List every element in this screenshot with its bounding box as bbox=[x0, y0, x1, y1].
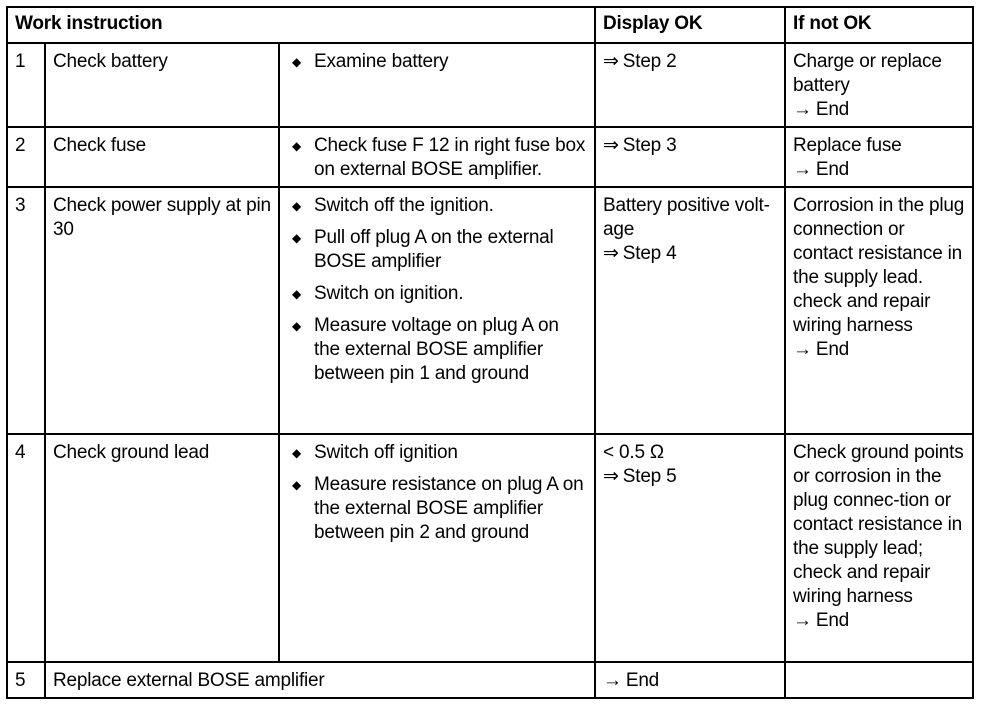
step-number: 4 bbox=[7, 434, 45, 662]
end-label: End bbox=[815, 610, 850, 631]
header-row bbox=[7, 7, 973, 43]
display-ok-cell bbox=[595, 662, 785, 698]
header-if-not-ok: If not OK bbox=[785, 7, 973, 43]
double-arrow-icon: ⇒ bbox=[603, 135, 619, 156]
arrow-right-icon: → bbox=[603, 670, 622, 691]
expected-value: Battery positive volt-age bbox=[603, 195, 770, 240]
list-item bbox=[287, 314, 588, 386]
list-item bbox=[287, 134, 588, 182]
diamond-bullet-icon: ◆ bbox=[292, 199, 302, 213]
remedy-text: Check ground points or corrosion in the plug connec-tion or contact resistance in the supply lead; check and repair wiring harness bbox=[793, 442, 964, 607]
next-step-label: Step 3 bbox=[622, 135, 677, 156]
double-arrow-icon: ⇒ bbox=[603, 466, 619, 487]
step-text: Measure voltage on plug A on the external BOSE amplifier between pin 1 and ground bbox=[314, 315, 559, 384]
display-ok-cell bbox=[595, 187, 785, 434]
step-text: Switch on ignition. bbox=[314, 283, 464, 304]
end-label: End bbox=[815, 99, 850, 120]
arrow-right-icon: → bbox=[793, 99, 812, 120]
display-ok-cell bbox=[595, 127, 785, 187]
work-instruction-table bbox=[6, 6, 974, 699]
if-not-ok-cell bbox=[785, 43, 973, 127]
diamond-bullet-icon: ◆ bbox=[292, 446, 302, 460]
next-step-label: Step 4 bbox=[622, 243, 677, 264]
step-text: Check fuse F 12 in right fuse box on external BOSE amplifier. bbox=[314, 135, 586, 180]
steps-cell bbox=[279, 187, 595, 434]
task-cell: Replace external BOSE amplifier bbox=[45, 662, 595, 698]
expected-value: < 0.5 Ω bbox=[603, 442, 664, 463]
steps-cell bbox=[279, 434, 595, 662]
list-item bbox=[287, 282, 588, 306]
step-number: 1 bbox=[7, 43, 45, 127]
steps-cell bbox=[279, 43, 595, 127]
if-not-ok-cell bbox=[785, 434, 973, 662]
step-text: Pull off plug A on the external BOSE amplifier bbox=[314, 227, 554, 272]
step-number: 2 bbox=[7, 127, 45, 187]
double-arrow-icon: ⇒ bbox=[603, 243, 619, 264]
if-not-ok-cell bbox=[785, 127, 973, 187]
next-step-label: Step 2 bbox=[622, 51, 677, 72]
diamond-bullet-icon: ◆ bbox=[292, 319, 302, 333]
remedy-text: Corrosion in the plug connection or contact resistance in the supply lead. check and repair wiring harness bbox=[793, 195, 965, 336]
step-number: 5 bbox=[7, 662, 45, 698]
diamond-bullet-icon: ◆ bbox=[292, 478, 302, 492]
list-item bbox=[287, 194, 588, 218]
list-item bbox=[287, 226, 588, 274]
header-display-ok: Display OK bbox=[595, 7, 785, 43]
step-text: Switch off the ignition. bbox=[314, 195, 494, 216]
table-row bbox=[7, 187, 973, 434]
table-row bbox=[7, 43, 973, 127]
header-work-instruction: Work instruction bbox=[7, 7, 595, 43]
if-not-ok-cell bbox=[785, 187, 973, 434]
arrow-right-icon: → bbox=[793, 159, 812, 180]
remedy-text: Replace fuse bbox=[793, 135, 902, 156]
step-text: Measure resistance on plug A on the external BOSE amplifier between pin 2 and ground bbox=[314, 474, 584, 543]
list-item bbox=[287, 441, 588, 465]
end-label: End bbox=[815, 159, 850, 180]
task-cell: Check battery bbox=[45, 43, 279, 127]
if-not-ok-cell bbox=[785, 662, 973, 698]
diamond-bullet-icon: ◆ bbox=[292, 139, 302, 153]
step-text: Examine battery bbox=[314, 51, 449, 72]
remedy-text: Charge or replace battery bbox=[793, 51, 942, 96]
display-ok-cell bbox=[595, 43, 785, 127]
diamond-bullet-icon: ◆ bbox=[292, 231, 302, 245]
table-row bbox=[7, 127, 973, 187]
display-ok-cell bbox=[595, 434, 785, 662]
task-cell: Check fuse bbox=[45, 127, 279, 187]
table-row bbox=[7, 434, 973, 662]
steps-cell bbox=[279, 127, 595, 187]
next-step-label: Step 5 bbox=[622, 466, 677, 487]
diamond-bullet-icon: ◆ bbox=[292, 287, 302, 301]
end-label: End bbox=[815, 339, 850, 360]
list-item bbox=[287, 50, 588, 74]
diamond-bullet-icon: ◆ bbox=[292, 55, 302, 69]
end-label: End bbox=[625, 670, 660, 691]
task-cell: Check power supply at pin 30 bbox=[45, 187, 279, 434]
table-row bbox=[7, 662, 973, 698]
step-text: Switch off ignition bbox=[314, 442, 458, 463]
double-arrow-icon: ⇒ bbox=[603, 51, 619, 72]
arrow-right-icon: → bbox=[793, 610, 812, 631]
step-number: 3 bbox=[7, 187, 45, 434]
arrow-right-icon: → bbox=[793, 339, 812, 360]
task-cell: Check ground lead bbox=[45, 434, 279, 662]
list-item bbox=[287, 473, 588, 545]
